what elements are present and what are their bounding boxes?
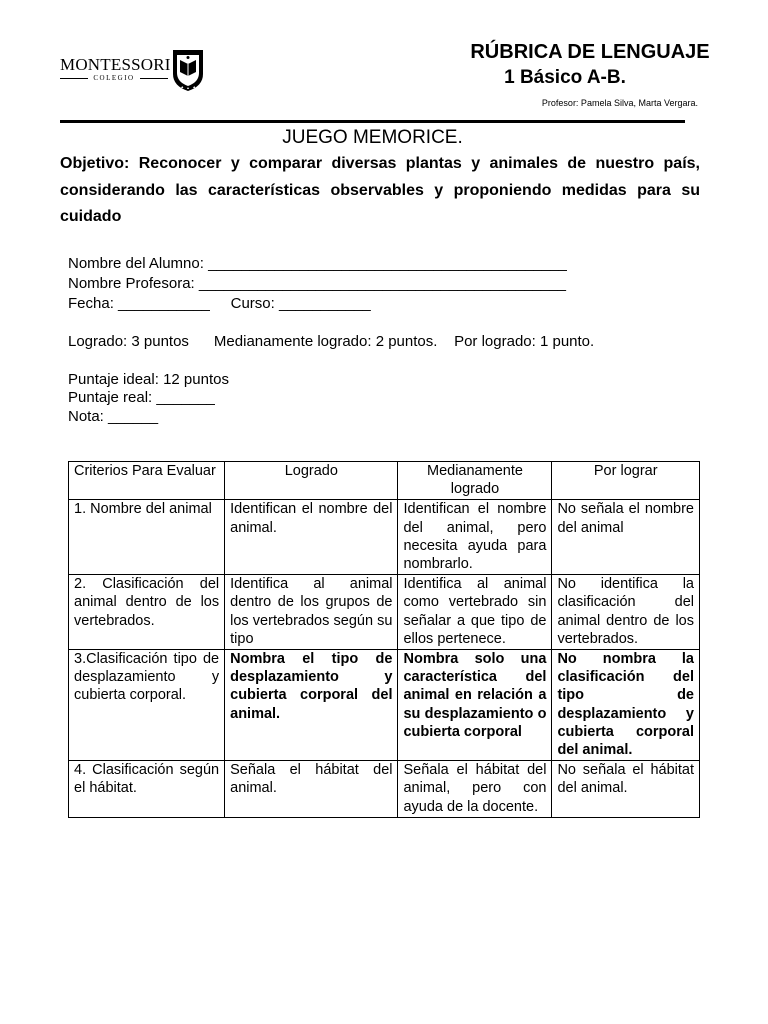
header-to-achieve: Por lograr (552, 462, 700, 500)
partially-achieved-cell: Señala el hábitat del animal, pero con ayuda de la docente. (398, 761, 552, 818)
crest-icon (171, 48, 205, 92)
partially-achieved-cell: Identifica al animal como vertebrado sin señalar a que tipo de ellos pertenece. (398, 575, 552, 650)
ideal-score: Puntaje ideal: 12 puntos (68, 371, 229, 388)
rubric-table (68, 461, 700, 818)
criteria-cell: 2. Clasificación del animal dentro de los vertebrados. (69, 575, 225, 650)
teachers-line: Profesor: Pamela Silva, Marta Vergara. (541, 98, 698, 108)
date-course-line: Fecha: ___________ Curso: ___________ (68, 295, 371, 312)
real-score: Puntaje real: _______ (68, 389, 215, 406)
game-title: JUEGO MEMORICE. (282, 127, 463, 148)
achieved-cell: Identifica al animal dentro de los grupos de los vertebrados según su tipo (225, 575, 398, 650)
student-name-line: Nombre del Alumno: ___________________________________________ (68, 255, 567, 272)
criteria-cell: 1. Nombre del animal (69, 500, 225, 575)
score-key: Logrado: 3 puntos Medianamente logrado: 2 puntos. Por logrado: 1 punto. (68, 333, 595, 350)
rubric-title: RÚBRICA DE LENGUAJE (470, 41, 710, 63)
to-achieve-cell: No identifica la clasificación del animal dentro de los vertebrados. (552, 575, 700, 650)
table-row (69, 575, 700, 650)
table-row (69, 761, 700, 818)
grade-level: 1 Básico A-B. (504, 67, 626, 88)
criteria-cell: 4. Clasificación según el hábitat. (69, 761, 225, 818)
table-header-row (69, 462, 700, 500)
table-row (69, 500, 700, 575)
header-achieved: Logrado (225, 462, 398, 500)
table-row (69, 650, 700, 761)
to-achieve-cell: No nombra la clasificación del tipo de desplazamiento y cubierta corporal del animal. (552, 650, 700, 761)
achieved-cell: Señala el hábitat del animal. (225, 761, 398, 818)
grade-line: Nota: ______ (68, 408, 159, 425)
to-achieve-cell: No señala el hábitat del animal. (552, 761, 700, 818)
header-divider (60, 120, 685, 123)
school-logo (60, 44, 210, 94)
objective-text: Objetivo: Reconocer y comparar diversas plantas y animales de nuestro país, considerando las características observables y proponiendo medidas para su cuidado (60, 155, 700, 225)
logo-name: MONTESSORI (60, 55, 171, 74)
partially-achieved-cell: Identifican el nombre del animal, pero necesita ayuda para nombrarlo. (398, 500, 552, 575)
achieved-cell: Identifican el nombre del animal. (225, 500, 398, 575)
logo-subtitle: COLEGIO (60, 74, 168, 82)
criteria-cell: 3.Clasificación tipo de desplazamiento y cubierta corporal. (69, 650, 225, 761)
partially-achieved-cell: Nombra solo una característica del animal en relación a su desplazamiento o cubierta corporal (398, 650, 552, 761)
header-partially-achieved: Medianamente logrado (398, 462, 552, 500)
header-criteria: Criterios Para Evaluar (69, 462, 225, 500)
achieved-cell: Nombra el tipo de desplazamiento y cubierta corporal del animal. (225, 650, 398, 761)
to-achieve-cell: No señala el nombre del animal (552, 500, 700, 575)
teacher-name-line: Nombre Profesora: ____________________________________________ (68, 275, 566, 292)
